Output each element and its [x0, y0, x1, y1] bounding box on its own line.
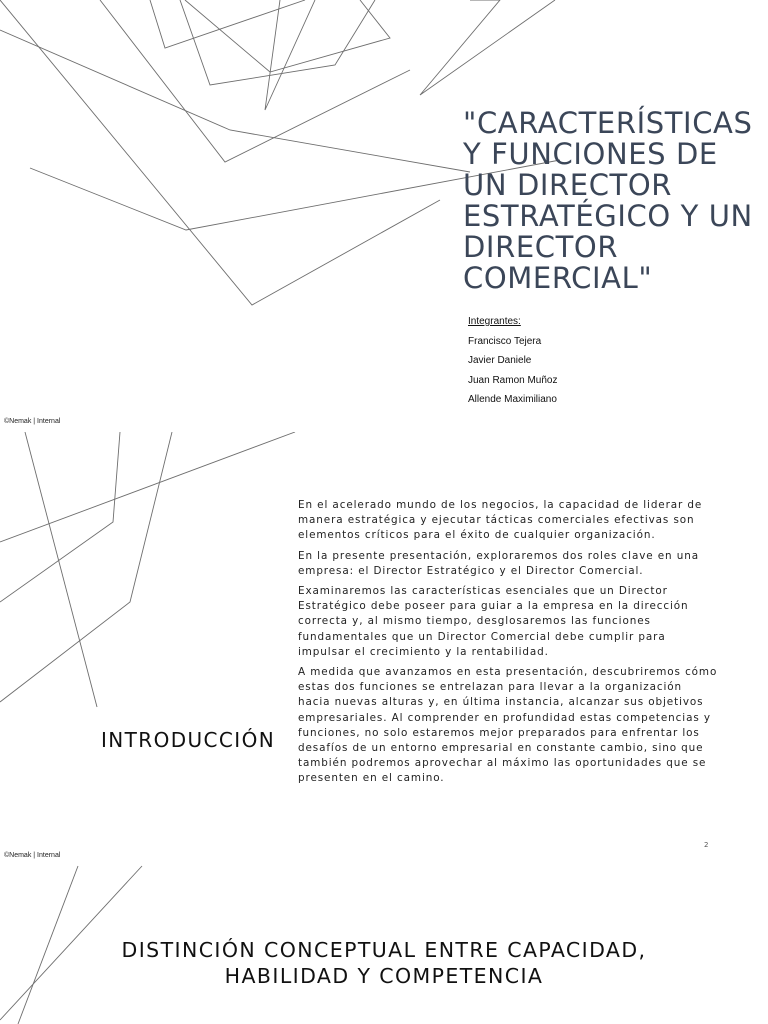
line-shape-3: [0, 432, 120, 602]
member-name: Allende Maximiliano: [468, 394, 557, 406]
slide-1: [0, 0, 768, 432]
line-shape-1: [0, 432, 295, 542]
member-name: Juan Ramon Muñoz: [468, 374, 558, 386]
intro-body: [298, 498, 718, 792]
line-shape-2: [25, 432, 97, 707]
line-shape-6: [150, 0, 305, 48]
presentation-title: "CARACTERÍSTICAS Y FUNCIONES DE UN DIRECTOR ESTRATÉGICO Y UN DIRECTOR COMERCIAL": [463, 106, 753, 295]
intro-title: INTRODUCCIÓN: [101, 728, 276, 752]
page-number: 2: [704, 841, 709, 849]
line-shape-7: [265, 0, 315, 110]
slide-2: [0, 432, 768, 862]
section-title: DISTINCIÓN CONCEPTUAL ENTRE CAPACIDAD, HABILIDAD Y COMPETENCIA: [121, 938, 647, 988]
intro-paragraph: Examinaremos las características esenciales que un Director Estratégico debe poseer para guiar a la empresa en la dirección correcta y, al mismo tiempo, desglosaremos las funciones fundamentales que un Director Comercial debe cumplir para impulsar el crecimiento y la rentabilidad.: [298, 585, 689, 658]
intro-paragraph: A medida que avanzamos en esta presentación, descubriremos cómo estas dos funciones se entrelazan para llevar a la organización hacia nuevas alturas y, en última instancia, alcanzar sus objetivos empresariales. Al comprender en profundidad estas competencias y funciones, no solo estaremos mejor preparados para enfrentar los desafíos de un entorno empresarial en constante cambio, sino que también podremos aprovechar al máximo las oportunidades que se presenten en el camino.: [298, 666, 718, 785]
line-shape-1: [0, 0, 440, 305]
member-name: Javier Daniele: [468, 355, 532, 367]
member-name: Francisco Tejera: [468, 335, 542, 347]
line-shape-3: [0, 30, 470, 172]
line-shape-4: [100, 0, 410, 162]
members-label: Integrantes:: [468, 316, 521, 327]
members-list: [468, 312, 558, 410]
slide-3: [0, 862, 768, 1024]
slide-footer: ©Nemak | Internal: [4, 418, 61, 425]
intro-paragraph: En el acelerado mundo de los negocios, la capacidad de liderar de manera estratégica y ejecutar tácticas comerciales efectivas son elementos críticos para el éxito de cualquier organización.: [298, 499, 703, 542]
slide-footer: ©Nemak | Internal: [4, 852, 61, 859]
intro-paragraph: En la presente presentación, exploraremos dos roles clave en una empresa: el Director Estratégico y el Director Comercial.: [298, 549, 699, 577]
line-shape-4: [0, 432, 172, 702]
line-shape-8: [180, 0, 375, 85]
line-shape-9: [420, 0, 555, 95]
